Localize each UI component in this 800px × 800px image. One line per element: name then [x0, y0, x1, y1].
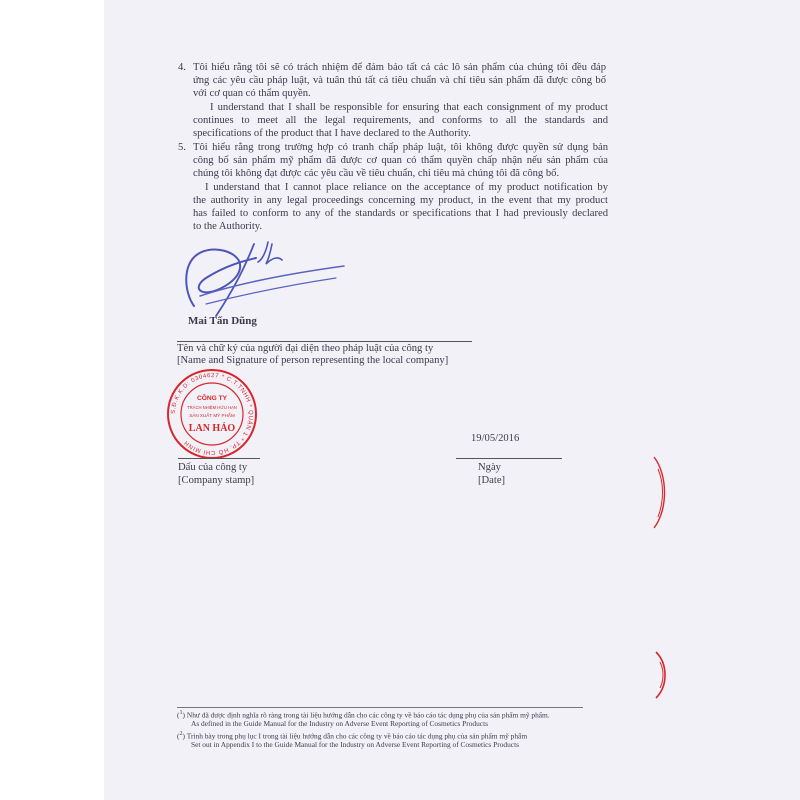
- item-4-vi-line3: với cơ quan có thẩm quyền.: [193, 88, 311, 99]
- item-5-vi-line3: chúng tôi không đạt được các yêu cầu về tiêu chuẩn, chỉ tiêu mà chúng tôi đã công bố.: [193, 168, 560, 179]
- item-5-vi-line2: công bố sản phẩm mỹ phẩm đã được cơ quan có thẩm quyền chấp nhận nếu sản phẩm của: [193, 155, 608, 166]
- date-value: 19/05/2016: [471, 433, 520, 444]
- item-5-vi-line1: Tôi hiểu rằng trong trường hợp có tranh chấp pháp luật, tôi không được quyền sử dụng bản: [193, 142, 608, 153]
- stamp-line4: LAN HẢO: [188, 423, 236, 434]
- item-4-vi-line1: Tôi hiểu rằng tôi sẽ có trách nhiệm để đảm bảo tất cả các lô sản phẩm của chúng tôi đều đáp: [193, 62, 606, 73]
- item-4-en-line2: continues to meet all the legal requirements, and conforms to all the standards and: [193, 115, 608, 126]
- item-5-en-line2: the authority in any legal proceedings concerning my product, in the event that my product: [193, 195, 608, 206]
- stamp-line3: SẢN XUẤT MỸ PHẨM: [189, 413, 235, 418]
- footnote-1-vi: ($^1$) Như đã được định nghĩa rõ ràng trong tài liệu hướng dẫn cho các công ty về báo cáo tác dụng phụ của sản phẩm mỹ phẩm.: [177, 710, 550, 720]
- footnote-2-vi: ($^2$) Trình bày trong phụ lục I trong tài liệu hướng dẫn cho các công ty về báo cáo tác dụng phụ của sản phẩm mỹ phẩm: [177, 731, 528, 741]
- company-stamp-label-vi: Dấu của công ty: [178, 462, 248, 473]
- date-label-en: [Date]: [478, 475, 506, 486]
- item-4-number: 4.: [178, 62, 186, 73]
- item-4-vi-line2: ứng các yêu cầu pháp luật, và tuân thủ tất cả tiêu chuẩn và chỉ tiêu sản phẩm đã được công bố: [193, 75, 606, 86]
- stamp-line1: CÔNG TY: [196, 395, 228, 402]
- item-5-en-line4: to the Authority.: [193, 221, 263, 232]
- item-4-en-line3: specifications of the product that I have declared to the Authority.: [193, 128, 471, 139]
- item-5-en-line1: I understand that I cannot place reliance on the acceptance of my product notification by: [205, 182, 608, 193]
- company-stamp: [166, 368, 258, 460]
- footnote-1-mark: 1: [179, 710, 183, 716]
- company-stamp-label-en: [Company stamp]: [178, 475, 255, 486]
- footnote-1-vi-text: Như đã được định nghĩa rõ ràng trong tài liệu hướng dẫn cho các công ty về báo cáo tác dụng phụ của sản phẩm mỹ phẩm.: [186, 710, 550, 720]
- stamp-ring-text: S.Đ.K.K.D: 0304627 * C.T.TNHH * QUẬN 1 * TP. HỒ CHÍ MINH: [170, 372, 254, 456]
- handwritten-signature: [176, 234, 351, 322]
- partial-seal-mark-upper: [652, 455, 670, 530]
- item-4-en-line1: I understand that I shall be responsible for ensuring that each consignment of my product: [210, 102, 608, 113]
- signer-name: Mai Tấn Dũng: [188, 315, 257, 327]
- footnote-1-en: As defined in the Guide Manual for the Industry on Adverse Event Reporting of Cosmetics Products: [191, 719, 489, 728]
- footnote-2-vi-text: Trình bày trong phụ lục I trong tài liệu hướng dẫn cho các công ty về báo cáo tác dụng phụ của sản phẩm mỹ phẩm: [186, 731, 528, 741]
- footnote-2-en: Set out in Appendix I to the Guide Manual for the Industry on Adverse Event Reporting of Cosmetics Products: [191, 740, 520, 749]
- date-label-vi: Ngày: [478, 462, 501, 473]
- partial-seal-mark-lower: [654, 650, 670, 700]
- date-line: [456, 458, 562, 459]
- footnote-2-mark: 2: [179, 731, 183, 737]
- signer-caption-vi: Tên và chữ ký của người đại diện theo pháp luật của công ty: [177, 343, 434, 354]
- company-stamp-line: [178, 458, 260, 459]
- signer-caption-en: [Name and Signature of person representing the local company]: [177, 355, 449, 366]
- footnote-separator: [177, 707, 583, 708]
- item-5-en-line3: has failed to conform to any of the standards or specifications that I had previously declared: [193, 208, 608, 219]
- item-5-number: 5.: [178, 142, 186, 153]
- stamp-line2: TRÁCH NHIỆM HỮU HẠN: [187, 405, 237, 410]
